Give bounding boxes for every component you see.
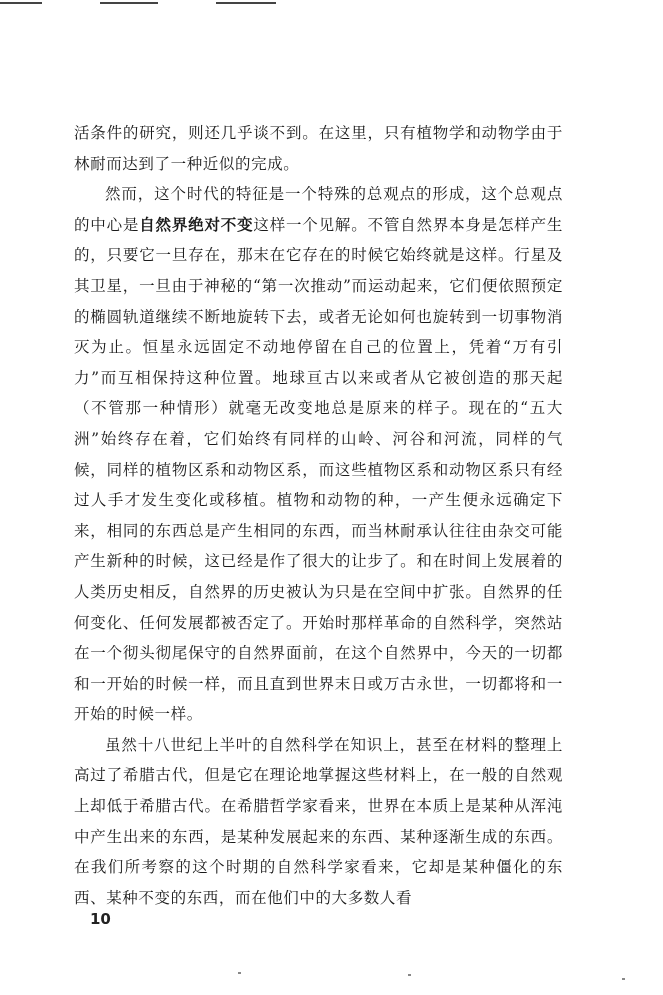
paragraph-1: 活条件的研究，则还几乎谈不到。在这里，只有植物学和动物学由于林耐而达到了一种近似的完成。 [74, 124, 563, 173]
paragraph-3: 虽然十八世纪上半叶的自然科学在知识上，甚至在材料的整理上高过了希腊古代，但是它在理论地掌握这些材料上，在一般的自然观上却低于希腊古代。在希腊哲学家看来，世界在本质上是某种从浑沌中产生出来的东西，是某种发展起来的东西、某种逐渐生成的东西。在我们所考察的这个时期的自然科学家看来，它却是某种僵化的东西、某种不变的东西，而在他们中的大多数人看 [74, 735, 563, 907]
scan-edge-mark [100, 2, 158, 4]
paragraph-2 [74, 179, 563, 730]
paragraph-2-emphasis: 自然界绝对不变 [139, 215, 254, 234]
scan-speck [238, 972, 241, 974]
page-number: 10 [90, 910, 111, 928]
scan-speck [622, 978, 625, 980]
paragraph-2-lead: 然而，这个时代的特征是一个特殊的总观点的形成，这个总观点的中心是 [74, 185, 563, 234]
paragraph-2-rest: 这样一个见解。不管自然界本身是怎样产生的，只要它一旦存在，那末在它存在的时候它始终就是这样。行星及其卫星，一旦由于神秘的“第一次推动”而运动起来，它们便依照预定的椭圆轨道继续不断地旋转下去，或者无论如何也旋转到一切事物消灭为止。恒星永远固定不动地停留在自己的位置上，凭着“万有引力”而互相保持这种位置。地球亘古以来或者从它被创造的那天起（不管那一种情形）就毫无改变地总是原来的样子。现在的“五大洲”始终存在着，它们始终有同样的山岭、河谷和河流，同样的气候，同样的植物区系和动物区系，而这些植物区系和动物区系只有经过人手才发生变化或移植。植物和动物的种，一产生便永远确定下来，相同的东西总是产生相同的东西，而当林耐承认往往由杂交可能产生新种的时候，这已经是作了很大的让步了。和在时间上发展着的人类历史相反，自然界的历史被认为只是在空间中扩张。自然界的任何变化、任何发展都被否定了。开始时那样革命的自然科学，突然站在一个彻头彻尾保守的自然界面前，在这个自然界中，今天的一切都和一开始的时候一样，而且直到世界末日或万古永世，一切都将和一开始的时候一样。 [74, 215, 564, 724]
page-body [74, 118, 563, 913]
scan-speck [408, 974, 411, 976]
scan-edge-mark [216, 2, 276, 4]
scan-edge-mark [0, 2, 42, 4]
